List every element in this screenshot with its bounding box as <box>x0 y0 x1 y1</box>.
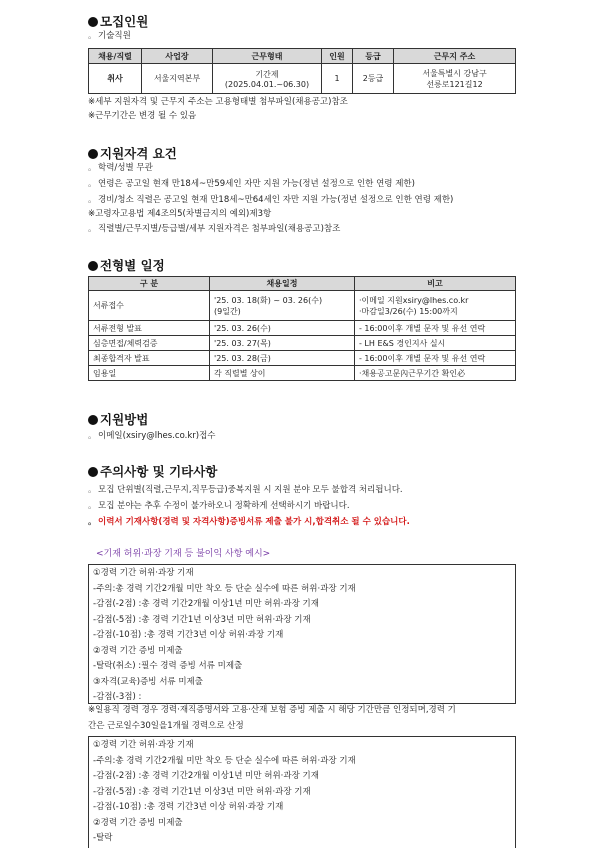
col-header: 근무형태 <box>213 49 322 64</box>
section-recruit-title: 모집인원 <box>88 12 148 30</box>
section-method-title: 지원방법 <box>88 410 148 428</box>
mid-note: ※일용직 경력 경우 경력·재직증명서와 고용·산재 보험 증빙 제출 시 해당 기간만큼 인정되며,경력 기 <box>88 705 456 715</box>
table-row <box>89 64 516 94</box>
mid-note: 간은 근로일수30일을1개월 경력으로 산정 <box>88 721 244 731</box>
cell-grade: 2등급 <box>353 64 394 94</box>
list-item: 。모집 분야는 추후 수정이 불가하오니 정확하게 선택하시기 바랍니다. <box>88 501 350 511</box>
recruit-subtitle: 。기술직원 <box>88 31 131 41</box>
col-header: 비고 <box>355 277 516 291</box>
recruit-note: ※세부 지원자격 및 근무지 주소는 고용형태별 첨부파일(채용공고)참조 <box>88 97 348 107</box>
col-header: 사업장 <box>142 49 213 64</box>
bullet-dot-icon <box>88 467 98 477</box>
table-row: 심층면접/체력검증 '25. 03. 27(목) - LH E&S 경인지사 실시 <box>89 336 516 351</box>
penalty-box-1: ①경력 기간 허위·과장 기재 -주의:총 경력 기간2개월 미만 착오 등 단순 실수에 따른 허위·과장 기재 -감점(-2점) :총 경력 기간2개월 이상1년 미만 허위·과장 기재 -감점(-5점) :총 경력 기간1년 이상3년 미만 허위·과장 기재 -감점(-10점) :총 경력 기간3년 이상 허위·과장 기재 ②경력 기간 증빙 미제출 -탈락(취소) :필수 경력 증빙 서류 미제출 ③자격(교육)증빙 서류 미제출 -감점(-3점) : <box>88 564 516 704</box>
method-text: 。이메일(xsiry@lhes.co.kr)접수 <box>88 431 216 441</box>
penalty-box-2: ①경력 기간 허위·과장 기재 -주의:총 경력 기간2개월 미만 착오 등 단순 실수에 따른 허위·과장 기재 -감점(-2점) :총 경력 기간2개월 이상1년 미만 허위·과장 기재 -감점(-5점) :총 경력 기간1년 이상3년 미만 허위·과장 기재 -감점(-10점) :총 경력 기간3년 이상 허위·과장 기재 ②경력 기간 증빙 미제출 -탈락 <box>88 736 516 848</box>
col-header: 구 분 <box>89 277 210 291</box>
cell-type: 취사 <box>89 64 142 94</box>
bullet-dot-icon <box>88 261 98 271</box>
table-row: 서류접수 '25. 03. 18(화) ~ 03. 26(수) (9일간) ·이메일 지원xsiry@lhes.co.kr ·마감일3/26(수) 15:00까지 <box>89 291 516 321</box>
recruit-table <box>88 48 516 94</box>
cell-address: 서울특별시 강남구 선릉로121길12 <box>394 64 516 94</box>
list-item: 。연령은 공고일 현재 만18세~만59세인 자만 지원 가능(정년 설정으로 인한 연령 제한) <box>88 179 415 189</box>
list-item: 。직렬별/근무지별/등급별/세부 지원자격은 첨부파일(채용공고)참조 <box>88 224 341 234</box>
example-title: <기재 허위·과장 기재 등 불이익 사항 예시> <box>96 549 271 559</box>
table-row: 임용일 각 직렬별 상이 ·채용공고문內근무기간 확인必 <box>89 366 516 381</box>
section-notes-title: 주의사항 및 기타사항 <box>88 462 217 480</box>
col-header: 등급 <box>353 49 394 64</box>
bullet-dot-icon <box>88 415 98 425</box>
col-header: 인원 <box>322 49 353 64</box>
bullet-dot-icon <box>88 149 98 159</box>
schedule-table <box>88 276 516 381</box>
cell-site: 서울지역본부 <box>142 64 213 94</box>
table-row: 서류전형 발표 '25. 03. 26(수) - 16:00이후 개별 문자 및 유선 연락 <box>89 321 516 336</box>
section-qualification-title: 지원자격 요건 <box>88 144 177 162</box>
section-schedule-title: 전형별 일정 <box>88 256 165 274</box>
table-row: 최종합격자 발표 '25. 03. 28(금) - 16:00이후 개별 문자 및 유선 연락 <box>89 351 516 366</box>
list-item: 。모집 단위별(직렬,근무지,직무등급)중복지원 시 지원 분야 모두 불합격 처리됩니다. <box>88 485 403 495</box>
bullet-dot-icon <box>88 17 98 27</box>
col-header: 채용/직렬 <box>89 49 142 64</box>
recruit-note: ※근무기간은 변경 될 수 있음 <box>88 111 197 121</box>
list-item: 。학력/성별 무관 <box>88 163 153 173</box>
list-item: ※고령자고용법 제4조의5(차별금지의 예외)제3항 <box>88 209 272 219</box>
cell-form: 기간제 (2025.04.01.~06.30) <box>213 64 322 94</box>
col-header: 근무지 주소 <box>394 49 516 64</box>
list-item: 。경비/청소 직렬은 공고일 현재 만18세~만64세인 자만 지원 가능(정년 설정으로 인한 연령 제한) <box>88 195 454 205</box>
warning-text: 。이력서 기재사항(경력 및 자격사항)증빙서류 제출 불가 시,합격취소 될 수 있습니다. <box>88 517 410 527</box>
cell-count: 1 <box>322 64 353 94</box>
col-header: 채용일정 <box>210 277 355 291</box>
